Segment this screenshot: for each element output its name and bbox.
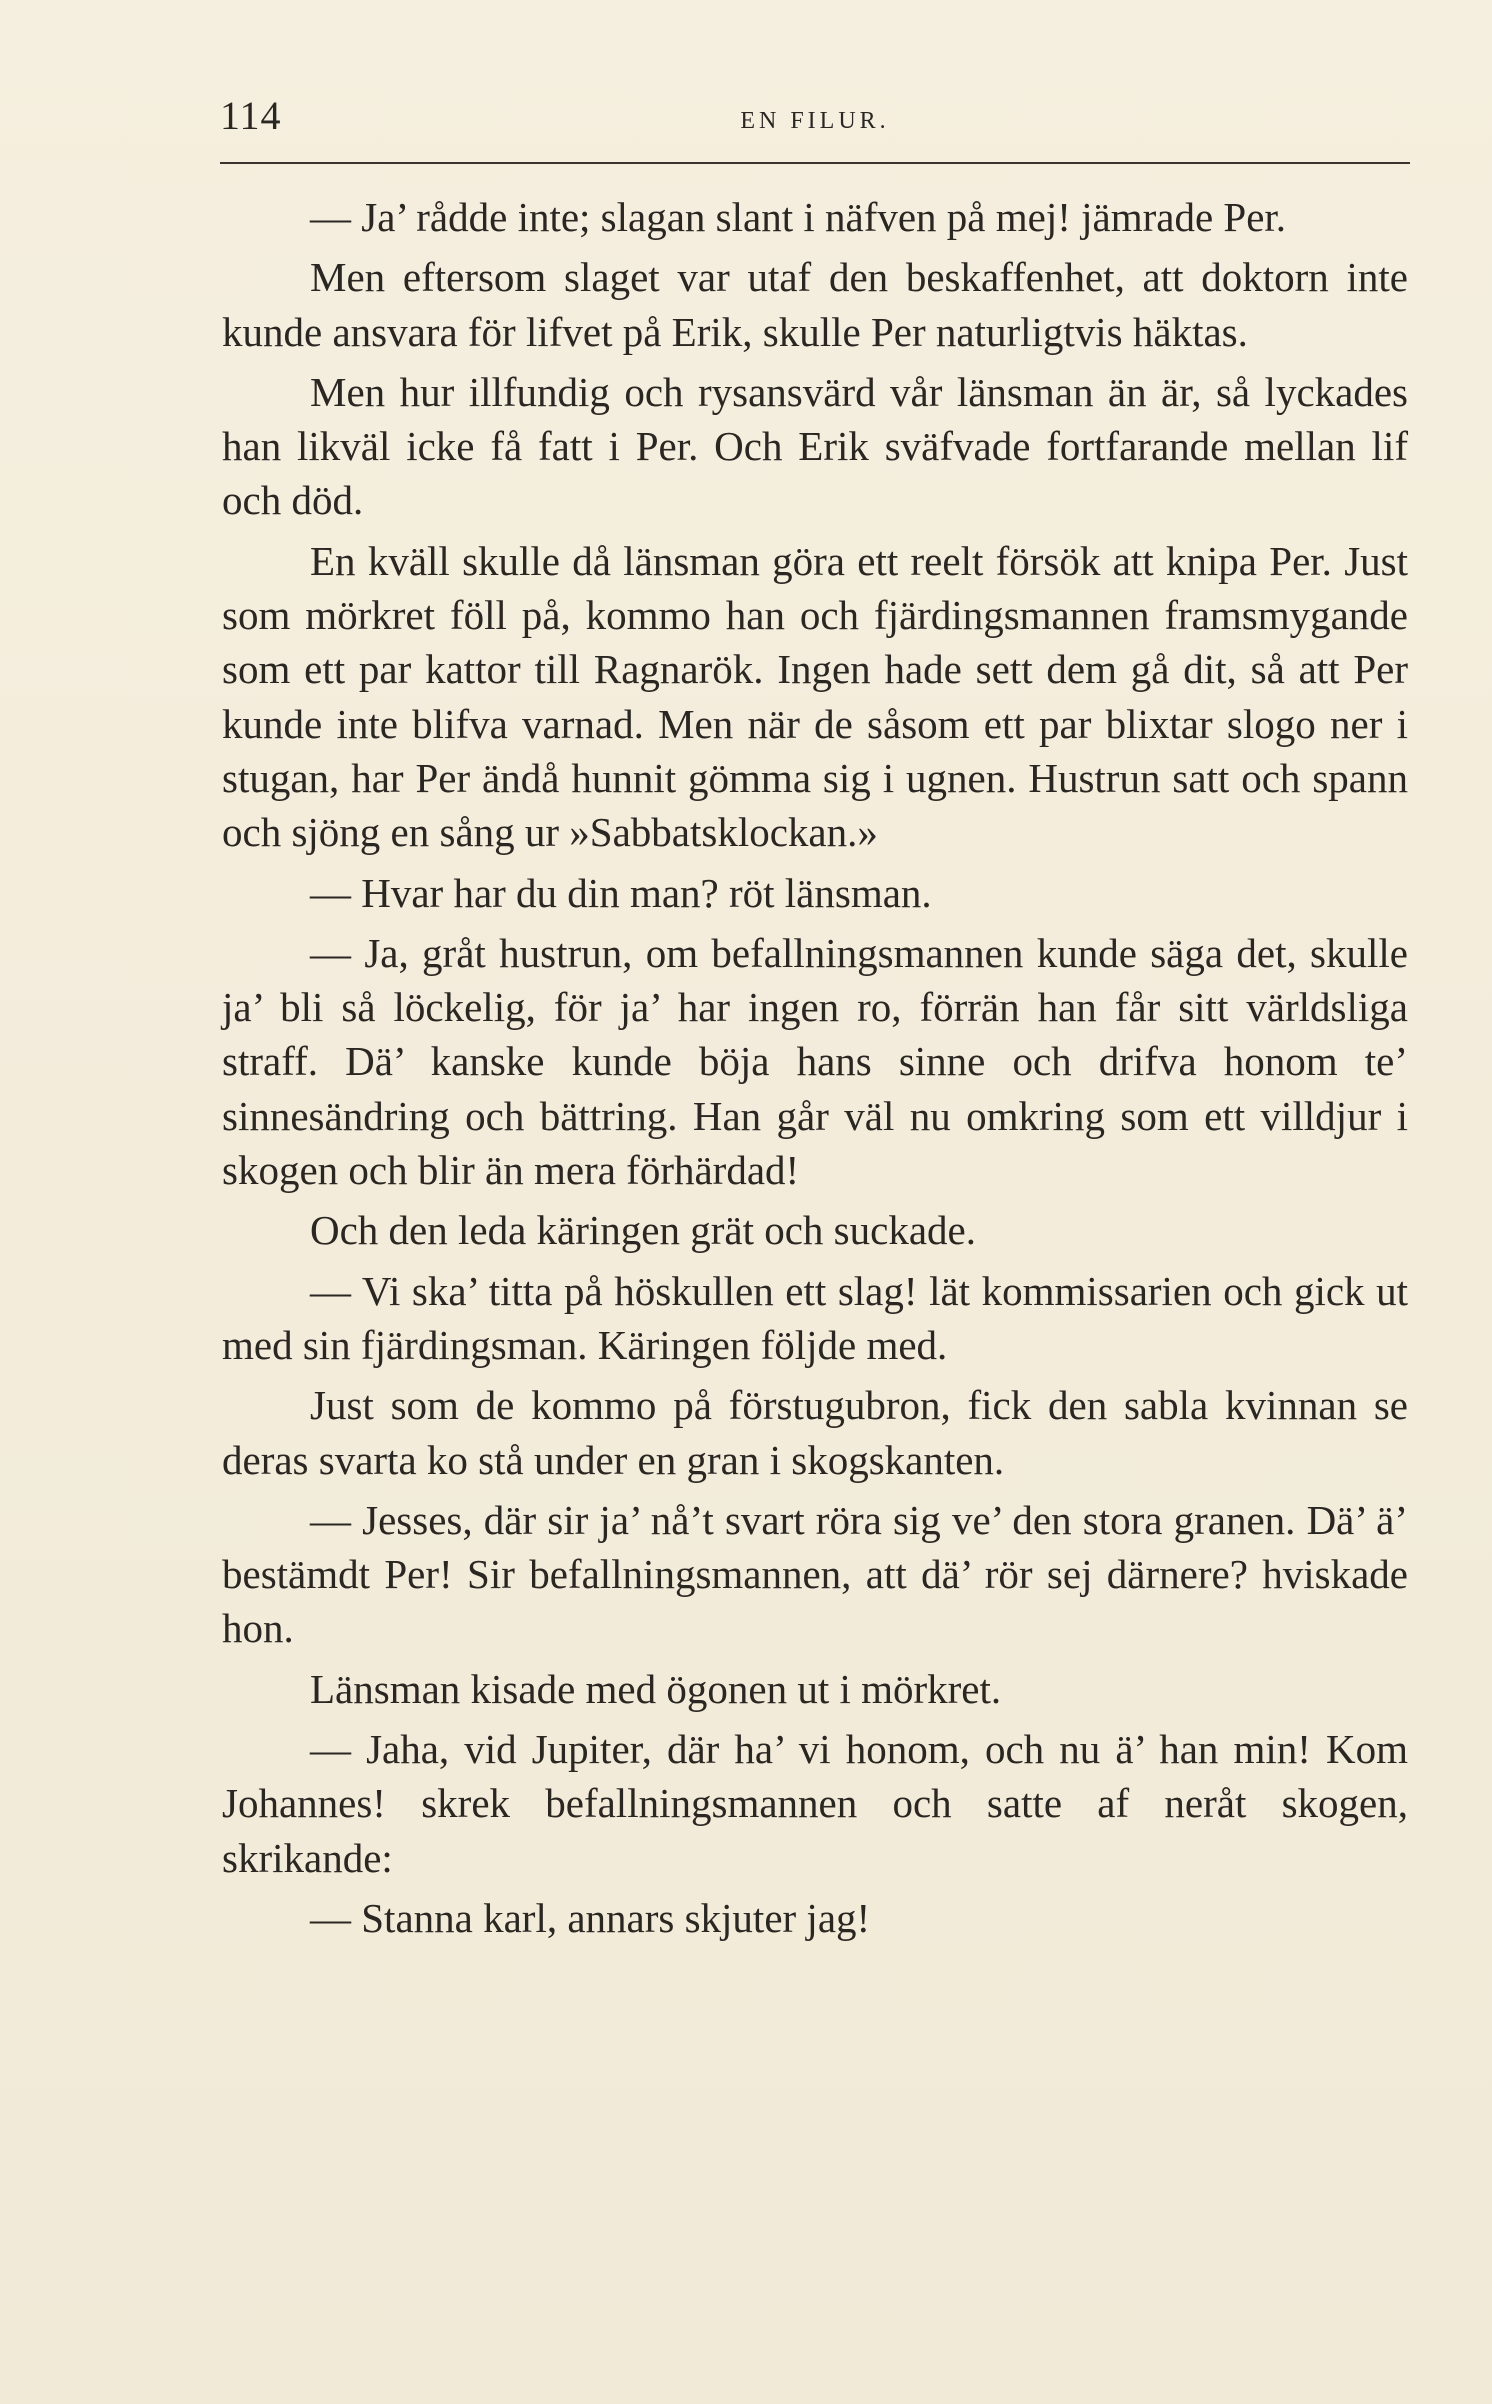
page-number: 114 (220, 93, 282, 138)
paragraph: — Ja’ rådde inte; slagan slant i näfven på mej! jämrade Per. (310, 194, 1287, 240)
paragraph: — Hvar har du din man? röt länsman. (310, 869, 932, 916)
header-rule (220, 162, 1410, 164)
paragraph: — Jesses, där sir ja’ nå’t svart röra sig ve’ den stora granen. Dä’ ä’ bestämdt Per! Sir befallningsmannen, att dä’ rör sej därnere? hviskade hon. (222, 1496, 1408, 1652)
body-text (222, 190, 1408, 1951)
paragraph: En kväll skulle då länsman göra ett reelt försök att knipa Per. Just som mörkret föll på, kommo han och fjärdingsmannen framsmygande som ett par kattor till Ragnarök. Ingen hade sett dem gå dit, så att Per kunde inte blifva varnad. Men när de såsom ett par blixtar slogo ner i stugan, har Per ändå hunnit gömma sig i ugnen. Hustrun satt och spann och sjöng en sång ur »Sabbatsklockan.» (222, 537, 1408, 856)
paragraph: Länsman kisade med ögonen ut i mörkret. (310, 1665, 1002, 1712)
running-title: EN FILUR. (740, 108, 890, 134)
paragraph: — Vi ska’ titta på höskullen ett slag! lät kommissarien och gick ut med sin fjärdingsman. Käringen följde med. (222, 1267, 1408, 1368)
paragraph: Just som de kommo på förstugubron, fick den sabla kvinnan se deras svarta ko stå under en gran i skogskanten. (222, 1382, 1408, 1483)
paragraph: Men hur illfundig och rysansvärd vår länsman än är, så lyckades han likväl icke få fatt i Per. Och Erik sväfvade fortfarande mellan lif och död. (222, 368, 1408, 524)
paragraph: — Stanna karl, annars skjuter jag! (310, 1894, 871, 1941)
paragraph: Och den leda käringen grät och suckade. (310, 1207, 976, 1254)
paragraph: Men eftersom slaget var utaf den beskaffenhet, att doktorn inte kunde ansvara för lifvet på Erik, skulle Per naturligtvis häktas. (222, 254, 1408, 355)
paragraph: — Jaha, vid Jupiter, där ha’ vi honom, och nu ä’ han min! Kom Johannes! skrek befallningsmannen och satte af neråt skogen, skrikande: (222, 1726, 1408, 1881)
paragraph: — Ja, gråt hustrun, om befallningsmannen kunde säga det, skulle ja’ bli så löckelig, för ja’ har ingen ro, förrän han får sitt världsliga straff. Dä’ kanske kunde böja hans sinne och drifva honom te’ sinnesändring och bättring. Han går väl nu omkring som ett villdjur i skogen och blir än mera förhärdad! (222, 929, 1408, 1194)
page-header (220, 92, 1410, 152)
